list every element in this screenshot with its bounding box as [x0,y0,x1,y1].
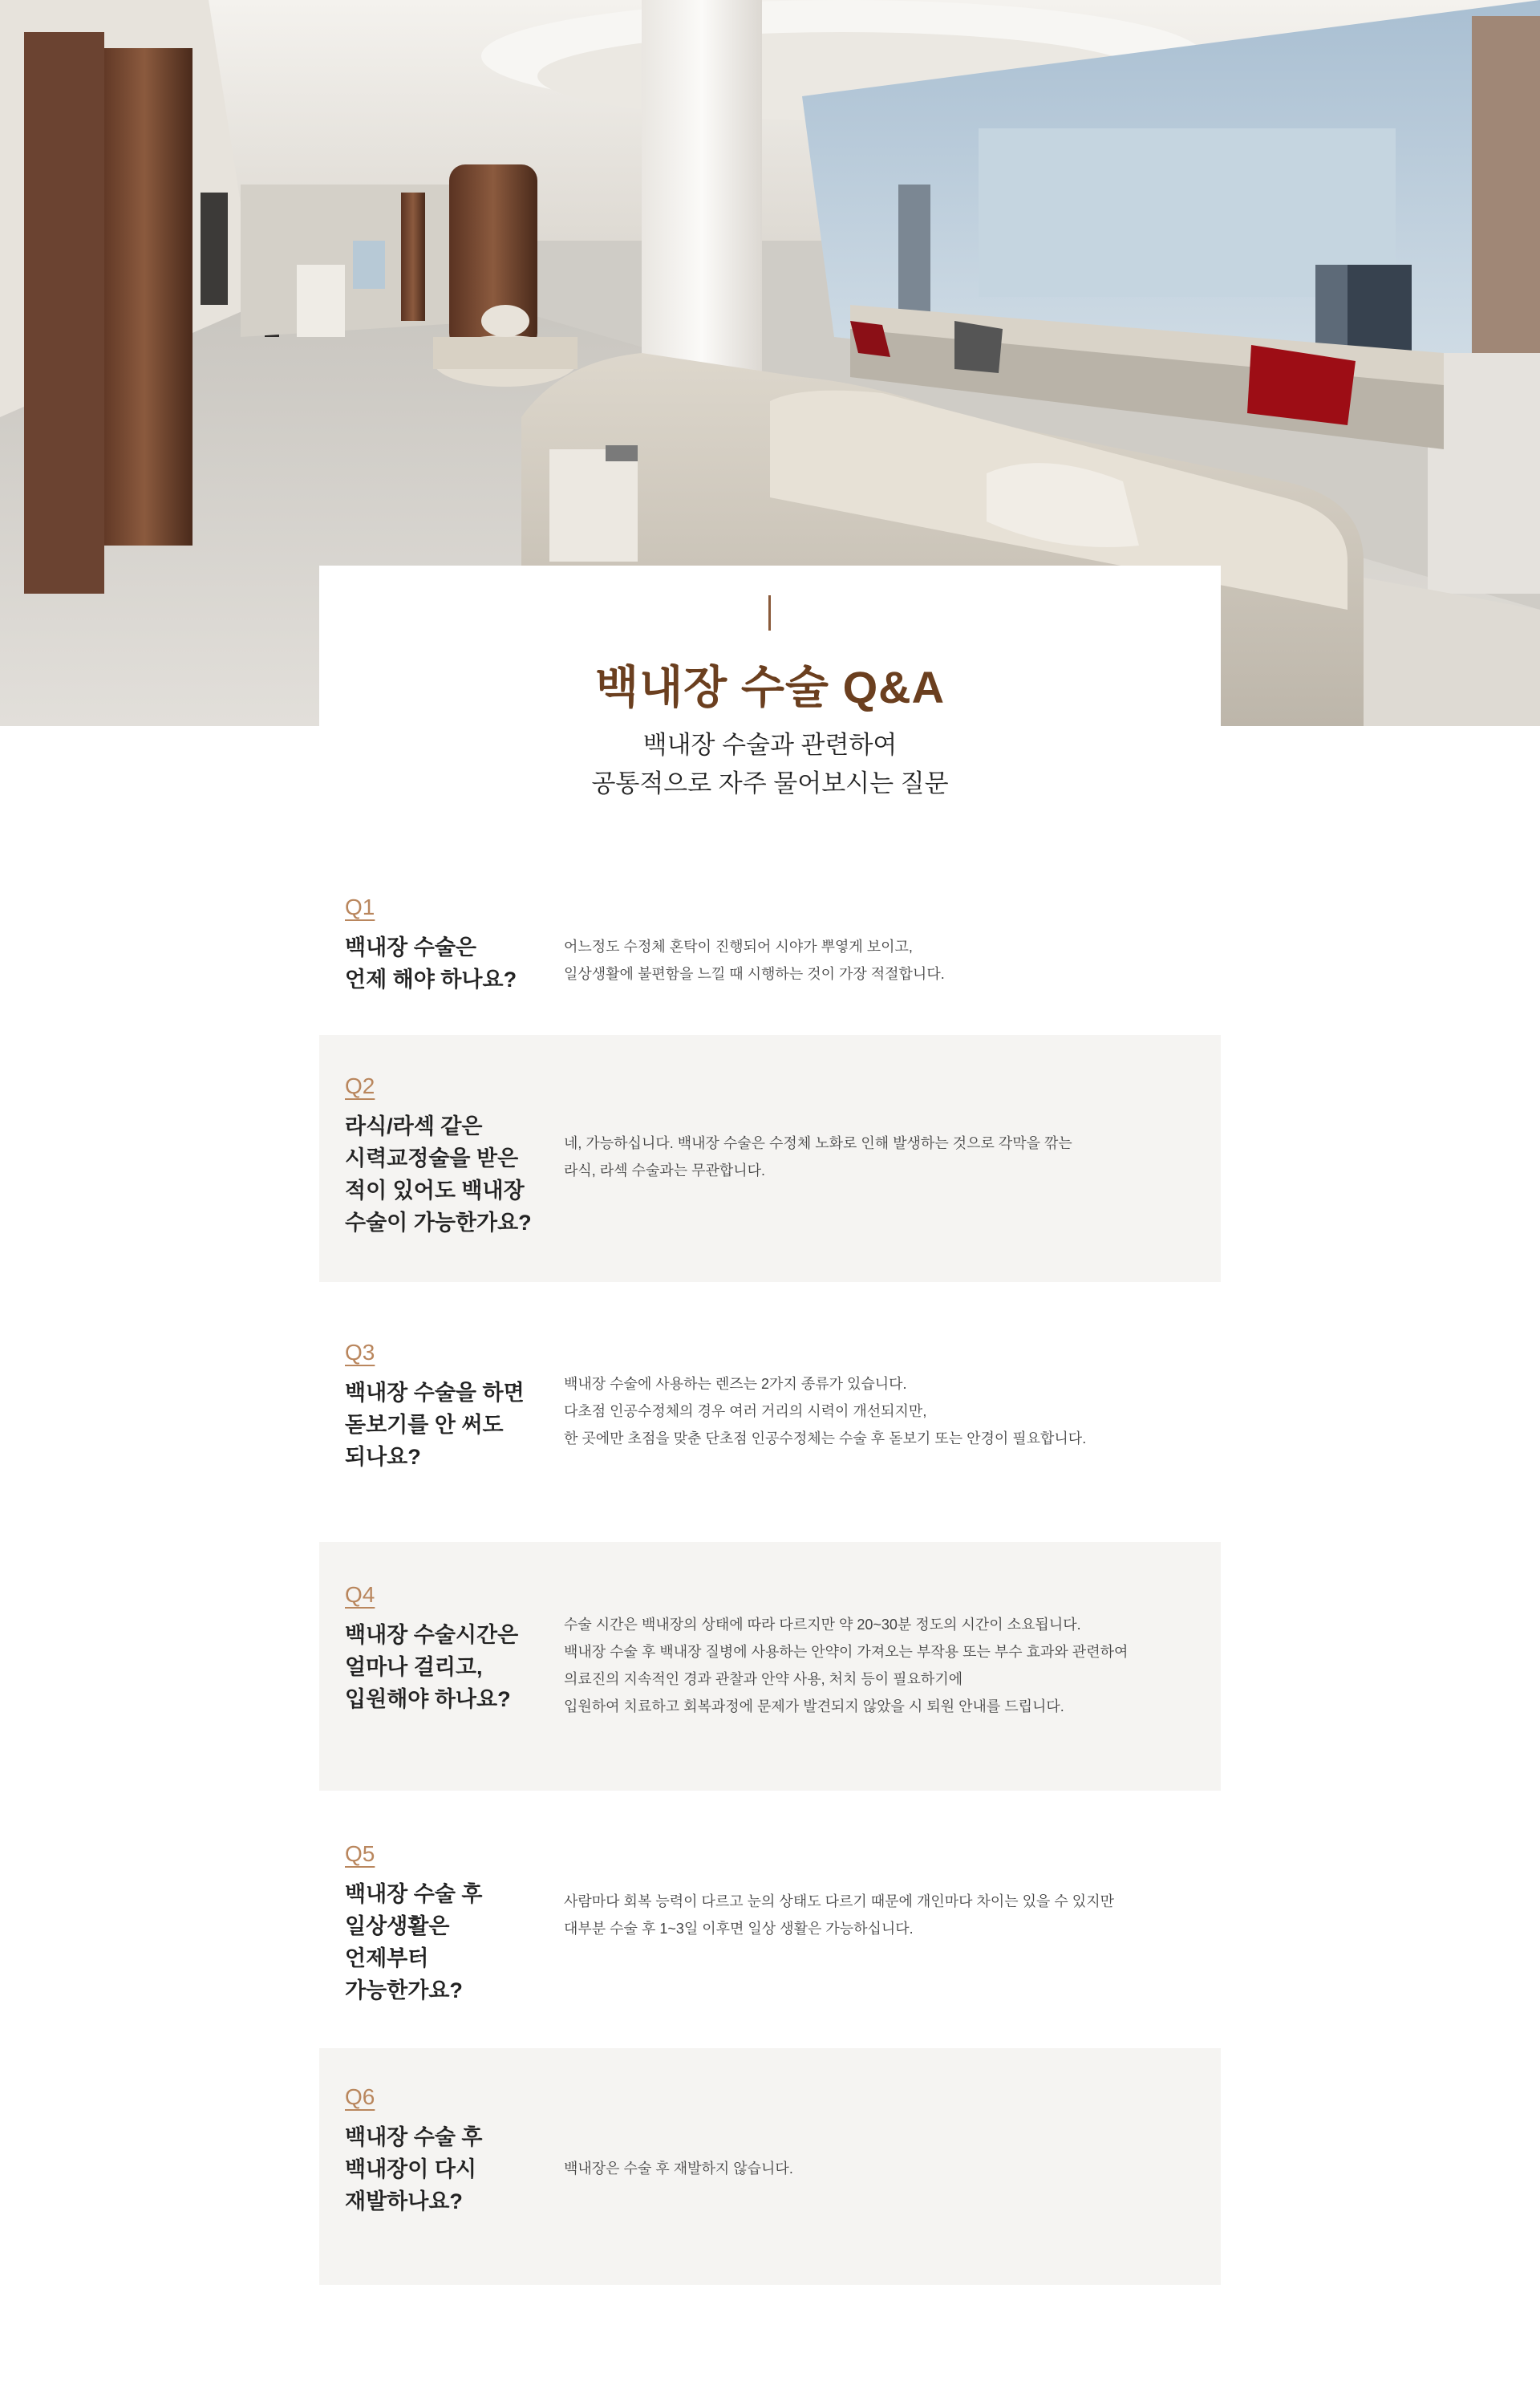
title-card [319,566,1221,822]
question-line: 언제부터 [345,1946,429,1970]
question-line: 얼마나 걸리고, [345,1655,483,1679]
question-line: 백내장 수술 후 [345,2125,483,2149]
question-line: 백내장이 다시 [345,2157,476,2181]
question-title [345,931,537,996]
question-number: Q6 [345,2084,375,2109]
answer-line: 입원하여 치료하고 회복과정에 문제가 발견되지 않았을 시 퇴원 안내를 드립니다. [564,1698,1064,1714]
question-line: 일상생활은 [345,1914,450,1938]
answer-text [564,933,1173,988]
title-divider [768,595,771,631]
question-line: 입원해야 하나요? [345,1687,511,1711]
answer-line: 라식, 라섹 수술과는 무관합니다. [564,1162,766,1179]
question-line: 언제 해야 하나요? [345,968,517,992]
answer-line: 수술 시간은 백내장의 상태에 따라 다르지만 약 20~30분 정도의 시간이 소요됩니다. [564,1617,1081,1633]
question-number: Q1 [345,895,375,919]
faq-item-q4 [319,1542,1221,1791]
question-line: 백내장 수술시간은 [345,1623,519,1647]
question-title [345,1619,537,1715]
answer-text [564,1611,1173,1720]
faq-item-q5 [319,1825,1221,2034]
question-number: Q4 [345,1582,375,1607]
question-line: 되나요? [345,1445,421,1469]
answer-line: 사람마다 회복 능력이 다르고 눈의 상태도 다르기 때문에 개인마다 차이는 있을 수 있지만 [564,1893,1114,1909]
question-line: 백내장 수술을 하면 [345,1381,525,1405]
answer-text [564,2155,1173,2182]
question-number: Q3 [345,1340,375,1365]
question-title [345,2121,537,2217]
page-title: 백내장 수술 Q&A [594,662,946,712]
page-subtitle [319,726,1221,803]
question-line: 가능한가요? [345,1978,463,2002]
question-line: 재발하나요? [345,2189,463,2213]
answer-text [564,1888,1173,1942]
answer-line: 백내장 수술 후 백내장 질병에 사용하는 안약이 가져오는 부작용 또는 부수 효과와 관련하여 [564,1644,1129,1660]
question-line: 적이 있어도 백내장 [345,1179,525,1203]
subtitle-line: 백내장 수술과 관련하여 [642,731,898,759]
faq-item-q2 [319,1035,1221,1282]
faq-item-q3 [319,1324,1221,1532]
answer-line: 일상생활에 불편함을 느낄 때 시행하는 것이 가장 적절합니다. [564,966,945,982]
question-line: 시력교정술을 받은 [345,1146,519,1171]
question-number: Q2 [345,1073,375,1098]
question-line: 백내장 수술은 [345,935,476,960]
question-line: 라식/라섹 같은 [345,1114,483,1138]
faq-item-q1 [319,878,1221,1023]
question-line: 수술이 가능한가요? [345,1211,532,1235]
answer-line: 백내장은 수술 후 재발하지 않습니다. [564,2161,793,2177]
answer-line: 의료진의 지속적인 경과 관찰과 안약 사용, 처치 등이 필요하기에 [564,1671,963,1687]
answer-text [564,1370,1173,1452]
question-title [345,1878,537,2006]
answer-line: 다초점 인공수정체의 경우 여러 거리의 시력이 개선되지만, [564,1403,927,1419]
faq-item-q6 [319,2048,1221,2285]
answer-line: 백내장 수술에 사용하는 렌즈는 2가지 종류가 있습니다. [564,1376,907,1392]
answer-text [564,1130,1173,1184]
subtitle-line: 공통적으로 자주 물어보시는 질문 [591,769,949,797]
question-line: 백내장 수술 후 [345,1882,483,1906]
question-number: Q5 [345,1841,375,1866]
question-title [345,1377,537,1473]
answer-line: 네, 가능하십니다. 백내장 수술은 수정체 노화로 인해 발생하는 것으로 각막을 깎는 [564,1135,1072,1151]
question-line: 돋보기를 안 써도 [345,1413,504,1437]
question-title [345,1110,537,1239]
answer-line: 어느정도 수정체 혼탁이 진행되어 시야가 뿌옇게 보이고, [564,939,913,955]
answer-line: 대부분 수술 후 1~3일 이후면 일상 생활은 가능하십니다. [564,1921,914,1937]
answer-line: 한 곳에만 초점을 맞춘 단초점 인공수정체는 수술 후 돋보기 또는 안경이 필요합니다. [564,1430,1087,1446]
